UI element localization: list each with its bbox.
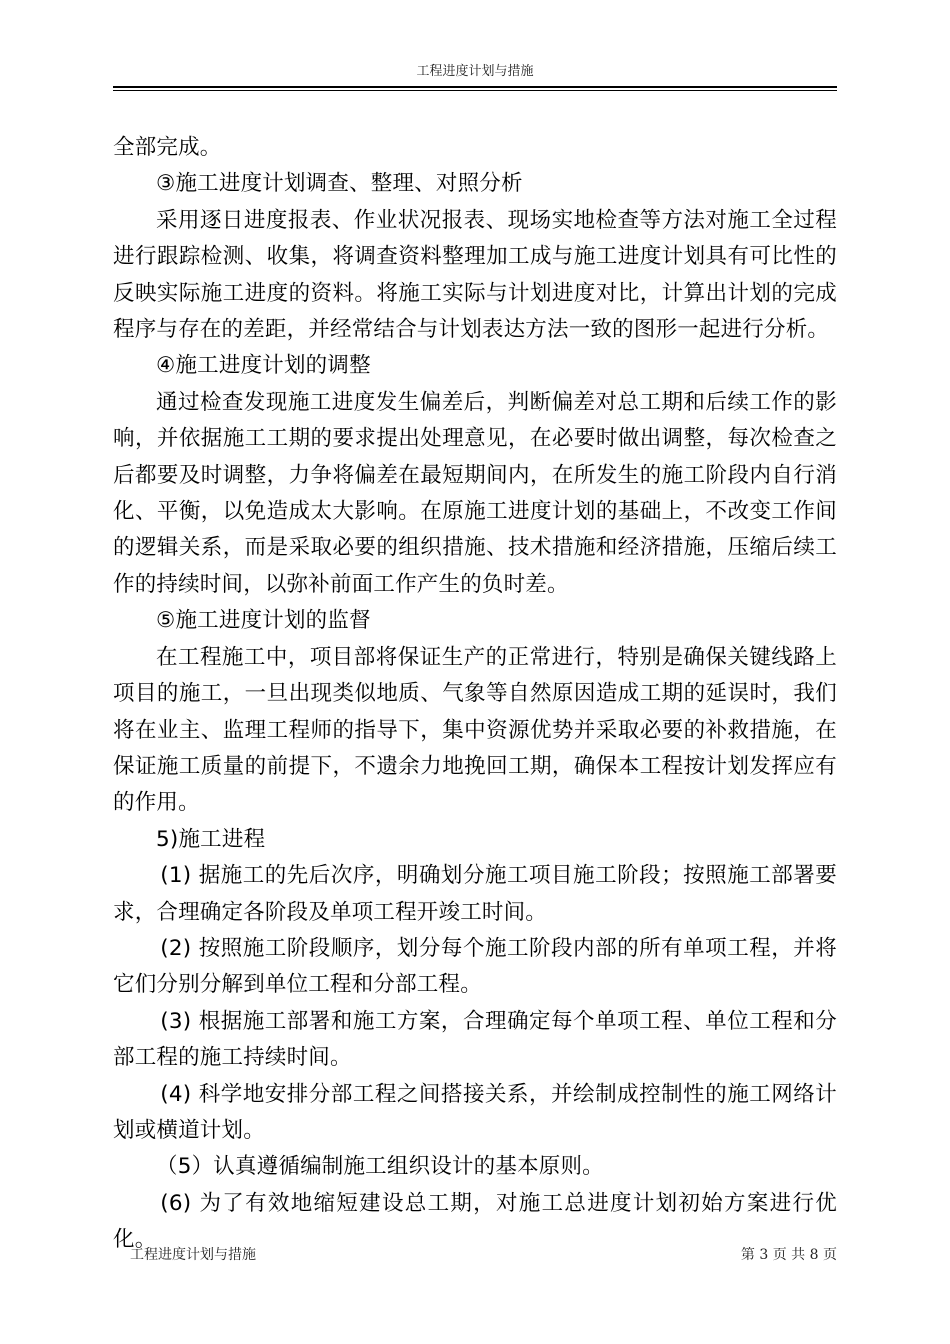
list-item: (4) 科学地安排分部工程之间搭接关系，并绘制成控制性的施工网络计划或横道计划。 [113, 1081, 837, 1143]
list-item: (6) 为了有效地缩短建设总工期，对施工总进度计划初始方案进行优化。 [113, 1190, 837, 1253]
header-divider-thin [113, 90, 837, 91]
paragraph: 在工程施工中，项目部将保证生产的正常进行，特别是确保关键线路上项目的施工，一旦出现类似地质、气象等自然原因造成工期的延误时，我们将在业主、监理工程师的指导下，集中资源优势并采取必要的补救措施，在保证施工质量的前提下，不遗余力地挽回工期，确保本工程按计划发挥应有的作用。 [113, 644, 837, 816]
paragraph: 采用逐日进度报表、作业状况报表、现场实地检查等方法对施工全过程进行跟踪检测、收集，将调查资料整理加工成与施工进度计划具有可比性的反映实际施工进度的资料。将施工实际与计划进度对比，计算出计划的完成程序与存在的差距，并经常结合与计划表达方法一致的图形一起进行分析。 [113, 207, 837, 343]
list-item: (2) 按照施工阶段顺序，划分每个施工阶段内部的所有单项工程，并将它们分别分解到单位工程和分部工程。 [113, 935, 837, 998]
list-item: (1) 据施工的先后次序，明确划分施工项目施工阶段；按照施工部署要求，合理确定各阶段及单项工程开竣工时间。 [113, 863, 837, 925]
section-heading: ④施工进度计划的调整 [156, 353, 371, 379]
page-footer [130, 1245, 837, 1265]
section-heading: ⑤施工进度计划的监督 [156, 608, 371, 634]
section-heading: 5)施工进程 [156, 826, 266, 852]
list-item: (3) 根据施工部署和施工方案，合理确定每个单项工程、单位工程和分部工程的施工持续时间。 [113, 1008, 837, 1071]
header-divider [113, 86, 837, 88]
paragraph: 通过检查发现施工进度发生偏差后，判断偏差对总工期和后续工作的影响，并依据施工工期的要求提出处理意见，在必要时做出调整，每次检查之后都要及时调整，力争将偏差在最短期间内，在所发生的施工阶段内自行消化、平衡，以免造成太大影响。在原施工进度计划的基础上，不改变工作间的逻辑关系，而是采取必要的组织措施、技术措施和经济措施，压缩后续工作的持续时间，以弥补前面工作产生的负时差。 [113, 389, 837, 597]
section-heading: ③施工进度计划调查、整理、对照分析 [156, 171, 523, 197]
page-number: 第 3 页 共 8 页 [740, 1247, 837, 1263]
list-item: （5）认真遵循编制施工组织设计的基本原则。 [156, 1154, 604, 1180]
document-body [113, 130, 837, 1259]
footer-title: 工程进度计划与措施 [130, 1247, 256, 1263]
page-header: 工程进度计划与措施 [416, 64, 534, 79]
paragraph-continuation: 全部完成。 [113, 135, 222, 160]
